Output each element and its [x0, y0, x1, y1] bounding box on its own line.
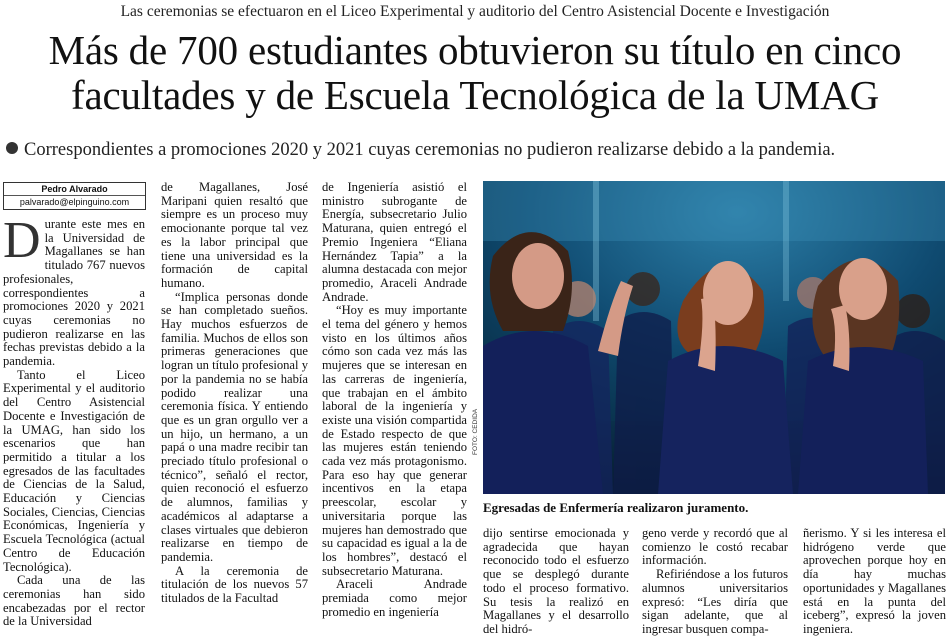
article-column-4 — [483, 527, 629, 637]
paragraph: geno verde y recordó que al comienzo le costó recabar información. — [642, 526, 788, 568]
article-column-2 — [161, 181, 308, 606]
paragraph: ñerismo. Y si les interesa el hidrógeno verde que aprovechen porque hoy en día hay muchas oportunidades y Magallanes está en la punta del iceberg”, expresó la joven ingeniera. — [803, 526, 946, 636]
article-column-6 — [803, 527, 946, 637]
paragraph-text: urante este mes en la Universidad de Magallanes se han titulado 767 nuevos profesionales, correspondientes a promociones 2020 y 2021 cuyas ceremonias no pudieron realizarse en las fechas previstas debido a la pandemia. — [3, 217, 145, 369]
drop-cap: D — [3, 212, 41, 269]
paragraph: Tanto el Liceo Experimental y el auditorio del Centro Asistencial Docente e Investigación de la UMAG, han sido los escenarios que han permitido a titular a los egresados de las facultades de Ciencias de la Salud, Educación y Ciencias Sociales, Ciencias, Ciencias Económicas, Ingeniería y Escuela Tecnológica (actual Centro de Educación Tecnológica). — [3, 367, 145, 574]
article-column-1 — [3, 212, 145, 629]
kicker: Las ceremonias se efectuaron en el Liceo Experimental y auditorio del Centro Asistencial Docente e Investigación — [120, 3, 830, 20]
article-column-3 — [322, 181, 467, 620]
graduation-photo — [483, 181, 945, 494]
subheadline-text: Correspondientes a promociones 2020 y 2021 cuyas ceremonias no pudieron realizarse debido a la pandemia. — [24, 140, 836, 160]
paragraph: de Ingeniería asistió el ministro subrogante de Energía, subsecretario Julio Maturana, quien entregó el Premio Ingeniera “Eliana Hernández Tapia” a la alumna destacada con mejor promedio, Araceli Andrade Andrade. — [322, 180, 467, 304]
paragraph: “Hoy es muy importante el tema del género y hemos visto en los últimos años cómo son cada vez más las mujeres que se interesan en las carreras de ingeniería, que trabajan en el ámbito laboral de la ingeniería y existe una visión compartida de Estado respecto de que las mujeres están teniendo cada vez más protagonismo. Para eso hay que generar incentivos en la etapa preescolar, escolar y universitaria porque las mujeres han demostrado que su capacidad es igual a la de los hombres”, destacó el subsecretario Maturana. — [322, 303, 467, 578]
article-column-5 — [642, 527, 788, 637]
graduation-photo-illustration — [483, 181, 945, 494]
photo-caption: Egresadas de Enfermería realizaron juramento. — [483, 500, 749, 515]
byline-email[interactable]: palvarado@elpinguino.com — [19, 197, 130, 207]
paragraph: “Implica personas donde se han completado sueños. Hay muchos esfuerzos de familia. Muchos de ellos son primeras generaciones que logran un título profesional y por la pandemia no se había podido realizar una ceremonia física. Y entiendo que es un gran orgullo ver a un hijo, un hermano, a un papá o una madre recibir tan preciado título profesional o técnico”, señaló el rector, quien reconoció el esfuerzo de alumnos, familias y académicos al adaptarse a clases virtuales que debieron realizarse en tiempo de pandemia. — [161, 289, 308, 564]
paragraph: Refiriéndose a los futuros alumnos universitarios expresó: “Les diría que sigan adelante, que al ingresar busquen compa- — [642, 567, 788, 636]
paragraph — [3, 212, 145, 369]
bullet-icon — [6, 142, 18, 154]
paragraph: dijo sentirse emocionada y agradecida que hayan reconocido todo el esfuerzo que se desplegó durante todo el proceso formativo. Su tesis la realizó en Magallanes y el desarrollo del hidró- — [483, 526, 629, 636]
byline-author: Pedro Alvarado — [4, 183, 145, 196]
paragraph: A la ceremonia de titulación de los nuevos 57 titulados de la Facultad — [161, 563, 308, 606]
photo-credit: FOTO: CEDIDA — [472, 408, 479, 455]
headline-line-2: facultades y de Escuela Tecnológica de la UMAG — [71, 72, 879, 118]
paragraph: Araceli Andrade premiada como mejor promedio en ingeniería — [322, 577, 467, 619]
byline-box — [3, 182, 146, 210]
paragraph: de Magallanes, José Maripani quien resaltó que siempre es un proceso muy emocionante porque tal vez es la labor principal que tiene una universidad es la formación de capital humano. — [161, 180, 308, 290]
subheadline — [6, 140, 946, 161]
paragraph: Cada una de las ceremonias han sido encabezadas por el rector de la Universidad — [3, 573, 145, 629]
headline-line-1: Más de 700 estudiantes obtuvieron su título en cinco — [48, 27, 902, 73]
headline — [0, 28, 950, 118]
